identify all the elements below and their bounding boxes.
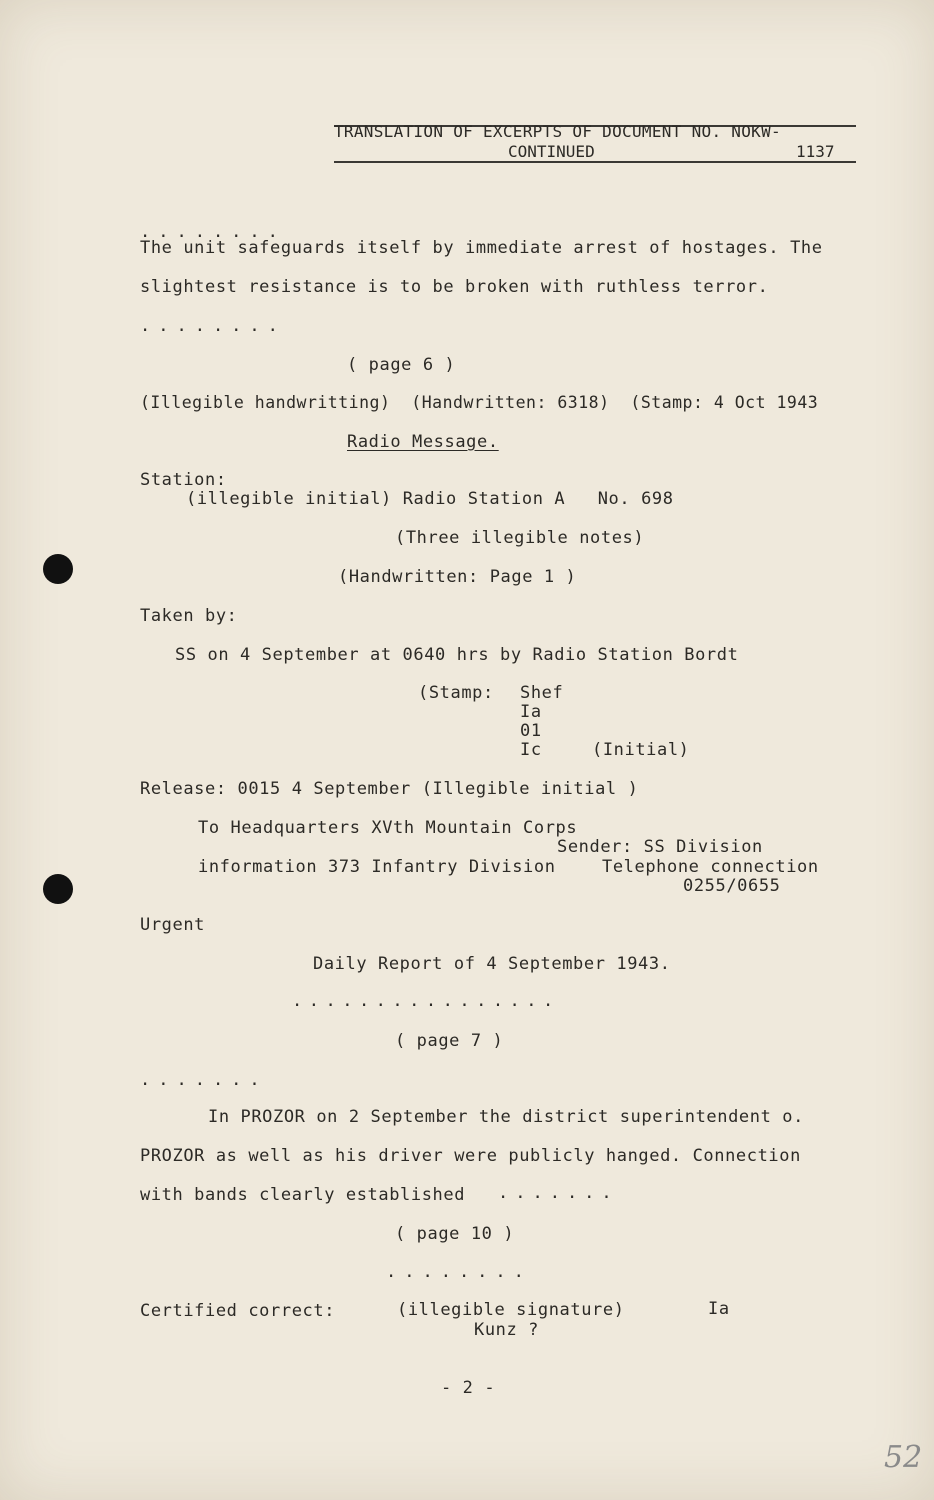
sender: Sender: SS Division — [557, 837, 763, 857]
stamp-initial: (Initial) — [592, 740, 690, 760]
header-continued: CONTINUED — [508, 142, 595, 161]
taken-by-label: Taken by: — [140, 606, 238, 626]
signature-name: Kunz ? — [474, 1320, 540, 1340]
ellipsis-dots: ................ — [292, 991, 560, 1011]
certified-label: Certified correct: — [140, 1301, 336, 1321]
stamp-shef: Shef — [520, 683, 564, 703]
station-value: (illegible initial) Radio Station A No. 698 — [186, 489, 674, 509]
header-rule-bottom — [334, 161, 856, 163]
paragraph-line: PROZOR as well as his driver were publicly hanged. Connection — [140, 1146, 801, 1166]
ellipsis-dots: ........ — [140, 222, 286, 242]
ellipsis-dots: ........ — [386, 1262, 532, 1282]
punch-hole — [43, 554, 73, 584]
radio-message-heading: Radio Message. — [347, 432, 499, 452]
stamp-ia: Ia — [520, 702, 542, 722]
ellipsis-dots: ........ — [140, 316, 286, 336]
paragraph-line: The unit safeguards itself by immediate arrest of hostages. The — [140, 238, 823, 258]
three-notes: (Three illegible notes) — [395, 528, 645, 548]
punch-hole — [43, 874, 73, 904]
taken-by-value: SS on 4 September at 0640 hrs by Radio Station Bordt — [175, 645, 739, 665]
handwritten-page1: (Handwritten: Page 1 ) — [338, 567, 577, 587]
telephone-connection: Telephone connection — [602, 857, 819, 877]
page-marker: ( page 6 ) — [347, 355, 456, 375]
stamp-01: 01 — [520, 721, 542, 741]
signature: (illegible signature) — [397, 1300, 625, 1320]
page-marker: ( page 7 ) — [395, 1031, 504, 1051]
ellipsis-dots: ....... — [140, 1070, 268, 1090]
illegible-line: (Illegible handwritting) (Handwritten: 6318) (Stamp: 4 Oct 1943 — [140, 393, 819, 412]
header-title: TRANSLATION OF EXCERPTS OF DOCUMENT NO. NOKW- — [334, 122, 781, 141]
daily-report-title: Daily Report of 4 September 1943. — [313, 954, 671, 974]
urgent-label: Urgent — [140, 915, 206, 935]
paragraph-line: with bands clearly established — [140, 1185, 466, 1205]
information-line: information 373 Infantry Division — [198, 857, 556, 877]
page-marker: ( page 10 ) — [395, 1224, 515, 1244]
header-doc-number: 1137 — [796, 142, 835, 161]
signature-role: Ia — [708, 1299, 730, 1319]
ellipsis-dots: ....... — [498, 1183, 619, 1203]
paragraph-line: slightest resistance is to be broken with ruthless terror. — [140, 277, 769, 297]
stamp-ic: Ic — [520, 740, 542, 760]
telephone-number: 0255/0655 — [683, 876, 781, 896]
footer-page-number: - 2 - — [441, 1378, 496, 1398]
paragraph-line: In PROZOR on 2 September the district superintendent o. — [208, 1107, 804, 1127]
handwritten-page-number: 52 — [884, 1440, 923, 1475]
release-line: Release: 0015 4 September (Illegible initial ) — [140, 779, 639, 799]
stamp-label: (Stamp: — [418, 683, 494, 703]
to-headquarters: To Headquarters XVth Mountain Corps — [198, 818, 578, 838]
station-label: Station: — [140, 470, 227, 490]
